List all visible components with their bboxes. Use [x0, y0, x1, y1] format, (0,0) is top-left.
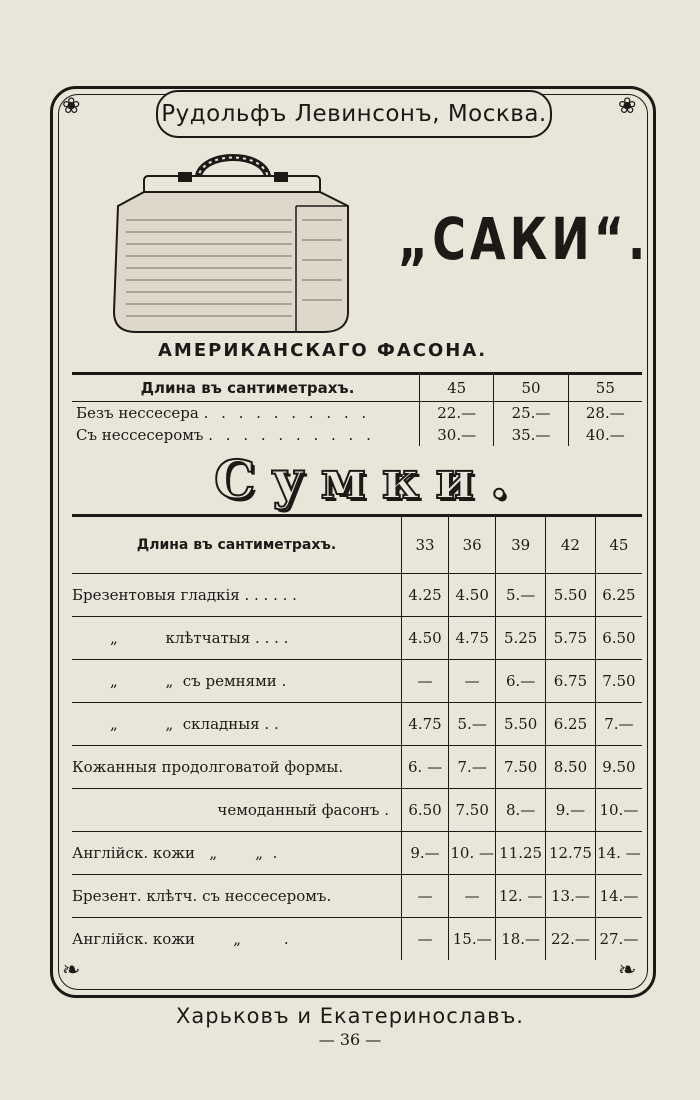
- row-label: Брезент. клѣтч. съ нессесеромъ.: [72, 875, 401, 918]
- price-cell: 6. —: [401, 746, 448, 789]
- table-header-row: [72, 516, 642, 574]
- row-label: чемоданный фасонъ .: [72, 789, 401, 832]
- table-row: [72, 617, 642, 660]
- price-cell: 9.—: [401, 832, 448, 875]
- price-cell: 4.25: [401, 574, 448, 617]
- price-cell: 7.50: [496, 746, 546, 789]
- price-cell: 9.50: [595, 746, 642, 789]
- price-cell: 7.50: [595, 660, 642, 703]
- bag-illustration: [106, 140, 356, 336]
- row-label: Безъ нессесера . . . . . . . . . .: [76, 404, 371, 422]
- price-cell: 6.50: [401, 789, 448, 832]
- price-cell: 28.—: [568, 402, 642, 425]
- price-cell: —: [449, 660, 496, 703]
- column-header: 36: [449, 516, 496, 574]
- table-row: [72, 832, 642, 875]
- column-header: 42: [546, 516, 596, 574]
- price-cell: 7.50: [449, 789, 496, 832]
- price-cell: —: [401, 875, 448, 918]
- price-cell: 4.50: [401, 617, 448, 660]
- price-cell: —: [449, 875, 496, 918]
- price-cell: 5.—: [496, 574, 546, 617]
- row-label: Англійск. кожи „ „ .: [72, 832, 401, 875]
- header-title: Рудольфъ Левинсонъ, Москва.: [161, 101, 547, 127]
- price-cell: 13.—: [546, 875, 596, 918]
- price-cell: 12. —: [496, 875, 546, 918]
- price-cell: 4.50: [449, 574, 496, 617]
- page-number: — 36 —: [318, 1030, 382, 1049]
- page-header: [156, 90, 552, 138]
- table-row: [72, 789, 642, 832]
- price-cell: 6.—: [496, 660, 546, 703]
- price-cell: 6.25: [595, 574, 642, 617]
- table-row: [72, 424, 642, 446]
- price-cell: 18.—: [496, 918, 546, 961]
- table-row: [72, 660, 642, 703]
- row-label: Кожанныя продолговатой формы.: [72, 746, 401, 789]
- row-label: „ „ складныя . .: [72, 703, 401, 746]
- length-header: Длина въ сантиметрахъ.: [72, 516, 401, 574]
- row-label: Съ нессесеромъ . . . . . . . . . .: [76, 426, 375, 444]
- row-label: „ клѣтчатыя . . . .: [72, 617, 401, 660]
- price-cell: 14.—: [595, 875, 642, 918]
- table-row: [72, 402, 642, 425]
- table-row: [72, 703, 642, 746]
- price-cell: 40.—: [568, 424, 642, 446]
- sumki-title: Сумки.: [214, 450, 525, 511]
- price-cell: 25.—: [494, 402, 568, 425]
- price-cell: 22.—: [546, 918, 596, 961]
- price-cell: 7.—: [449, 746, 496, 789]
- price-cell: 5.50: [496, 703, 546, 746]
- saki-price-table: [72, 372, 642, 446]
- row-label: Брезентовыя гладкія . . . . . .: [72, 574, 401, 617]
- table-row: [72, 746, 642, 789]
- row-label: Англійск. кожи „ .: [72, 930, 289, 948]
- column-header: 50: [494, 374, 568, 402]
- price-cell: 8.—: [496, 789, 546, 832]
- price-cell: 8.50: [546, 746, 596, 789]
- price-cell: 5.25: [496, 617, 546, 660]
- price-cell: 35.—: [494, 424, 568, 446]
- price-cell: 12.75: [546, 832, 596, 875]
- footer-cities: Харьковъ и Екатеринославъ.: [176, 1004, 524, 1028]
- sumki-price-table: [72, 514, 642, 960]
- row-label: „ „ съ ремнями .: [72, 660, 401, 703]
- column-header: 45: [595, 516, 642, 574]
- price-cell: 11.25: [496, 832, 546, 875]
- price-cell: 5.—: [449, 703, 496, 746]
- saki-subtitle: АМЕРИКАНСКАГО ФАСОНА.: [158, 340, 488, 361]
- column-header: 33: [401, 516, 448, 574]
- price-cell: 14. —: [595, 832, 642, 875]
- price-cell: 4.75: [449, 617, 496, 660]
- price-cell: 6.50: [595, 617, 642, 660]
- price-cell: 5.75: [546, 617, 596, 660]
- flower-ornament-icon: ❀: [62, 94, 81, 119]
- column-header: 39: [496, 516, 546, 574]
- column-header: 55: [568, 374, 642, 402]
- price-cell: 27.—: [595, 918, 642, 961]
- price-cell: 4.75: [401, 703, 448, 746]
- price-cell: 6.75: [546, 660, 596, 703]
- saki-title: „САКИ“.: [398, 205, 650, 273]
- table-header-row: [72, 374, 642, 402]
- price-cell: 22.—: [420, 402, 494, 425]
- scroll-ornament-icon: ❧: [62, 958, 81, 983]
- price-cell: —: [401, 660, 448, 703]
- price-cell: 10.—: [595, 789, 642, 832]
- table-row: [72, 875, 642, 918]
- flower-ornament-icon: ❀: [618, 94, 637, 119]
- length-header: Длина въ сантиметрахъ.: [72, 374, 420, 402]
- price-cell: 6.25: [546, 703, 596, 746]
- table-row: [72, 918, 642, 961]
- scroll-ornament-icon: ❧: [618, 958, 637, 983]
- price-cell: 15.—: [449, 918, 496, 961]
- price-cell: 10. —: [449, 832, 496, 875]
- table-row: [72, 574, 642, 617]
- price-cell: 7.—: [595, 703, 642, 746]
- column-header: 45: [420, 374, 494, 402]
- price-cell: —: [401, 918, 448, 961]
- price-cell: 5.50: [546, 574, 596, 617]
- price-cell: 9.—: [546, 789, 596, 832]
- price-cell: 30.—: [420, 424, 494, 446]
